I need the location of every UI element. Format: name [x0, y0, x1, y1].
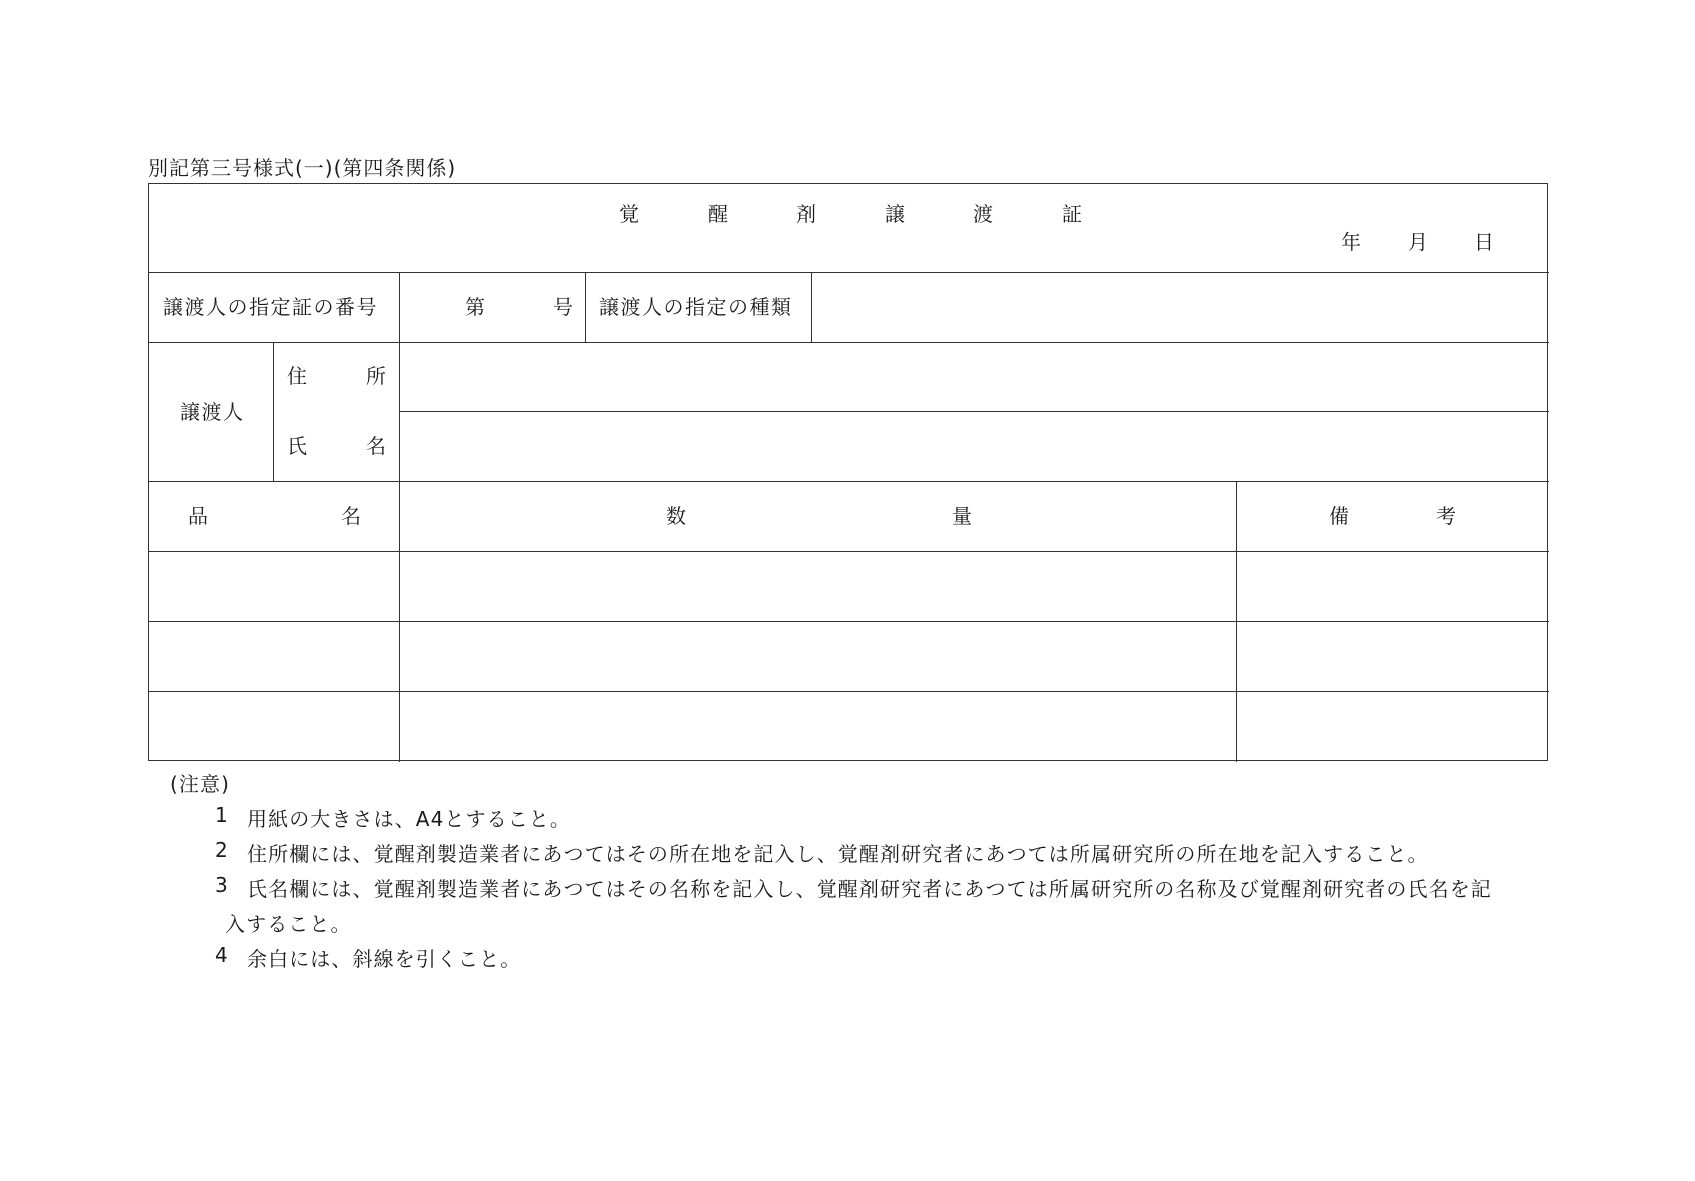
row-divider — [149, 272, 1549, 273]
column-divider — [273, 342, 274, 481]
notes-heading: (注意) — [170, 772, 231, 796]
row-divider — [149, 621, 1549, 622]
license-number-prefix: 第 — [465, 295, 485, 319]
address-label-char: 住 — [287, 364, 307, 388]
remarks-header-char: 考 — [1436, 504, 1456, 528]
row-divider — [149, 342, 1549, 343]
row-divider — [149, 551, 1549, 552]
license-number-label: 譲渡人の指定証の番号 — [163, 295, 378, 319]
quantity-header-char: 数 — [666, 504, 686, 528]
row-divider — [399, 411, 1549, 412]
column-divider — [585, 272, 586, 342]
address-label-char: 所 — [366, 364, 386, 388]
title-char: 渡 — [973, 202, 993, 226]
title-char: 譲 — [885, 202, 905, 226]
license-type-label: 譲渡人の指定の種類 — [599, 295, 793, 319]
name-label-char: 氏 — [287, 434, 307, 458]
date-month-label: 月 — [1408, 230, 1428, 254]
column-divider — [399, 272, 400, 762]
transferor-label: 譲渡人 — [180, 400, 245, 424]
note-text-continued: 入すること。 — [225, 912, 352, 936]
date-year-label: 年 — [1341, 230, 1361, 254]
note-number: 1 — [215, 803, 229, 827]
note-text: 余白には、斜線を引くこと。 — [247, 947, 522, 971]
title-char: 醒 — [708, 202, 728, 226]
row-divider — [149, 691, 1549, 692]
quantity-header-char: 量 — [952, 504, 972, 528]
column-divider — [1236, 481, 1237, 762]
name-label-char: 名 — [366, 434, 386, 458]
product-name-header-char: 名 — [341, 504, 361, 528]
note-text: 氏名欄には、覚醒剤製造業者にあつてはその名称を記入し、覚醒剤研究者にあつては所属研究所の名称及び覚醒剤研究者の氏名を記 — [247, 877, 1492, 901]
column-divider — [811, 272, 812, 342]
note-number: 3 — [215, 873, 229, 897]
title-char: 証 — [1062, 202, 1082, 226]
transfer-certificate-form — [148, 183, 1548, 761]
title-char: 覚 — [619, 202, 639, 226]
note-text: 用紙の大きさは、A4とすること。 — [247, 807, 572, 831]
title-char: 剤 — [796, 202, 816, 226]
license-number-suffix: 号 — [553, 295, 573, 319]
remarks-header-char: 備 — [1329, 504, 1349, 528]
form-caption: 別記第三号様式(一)(第四条関係) — [148, 156, 457, 180]
note-text: 住所欄には、覚醒剤製造業者にあつてはその所在地を記入し、覚醒剤研究者にあつては所属研究所の所在地を記入すること。 — [247, 842, 1429, 866]
note-number: 2 — [215, 838, 229, 862]
date-day-label: 日 — [1474, 230, 1494, 254]
product-name-header-char: 品 — [188, 504, 208, 528]
row-divider — [149, 481, 1549, 482]
note-number: 4 — [215, 943, 229, 967]
